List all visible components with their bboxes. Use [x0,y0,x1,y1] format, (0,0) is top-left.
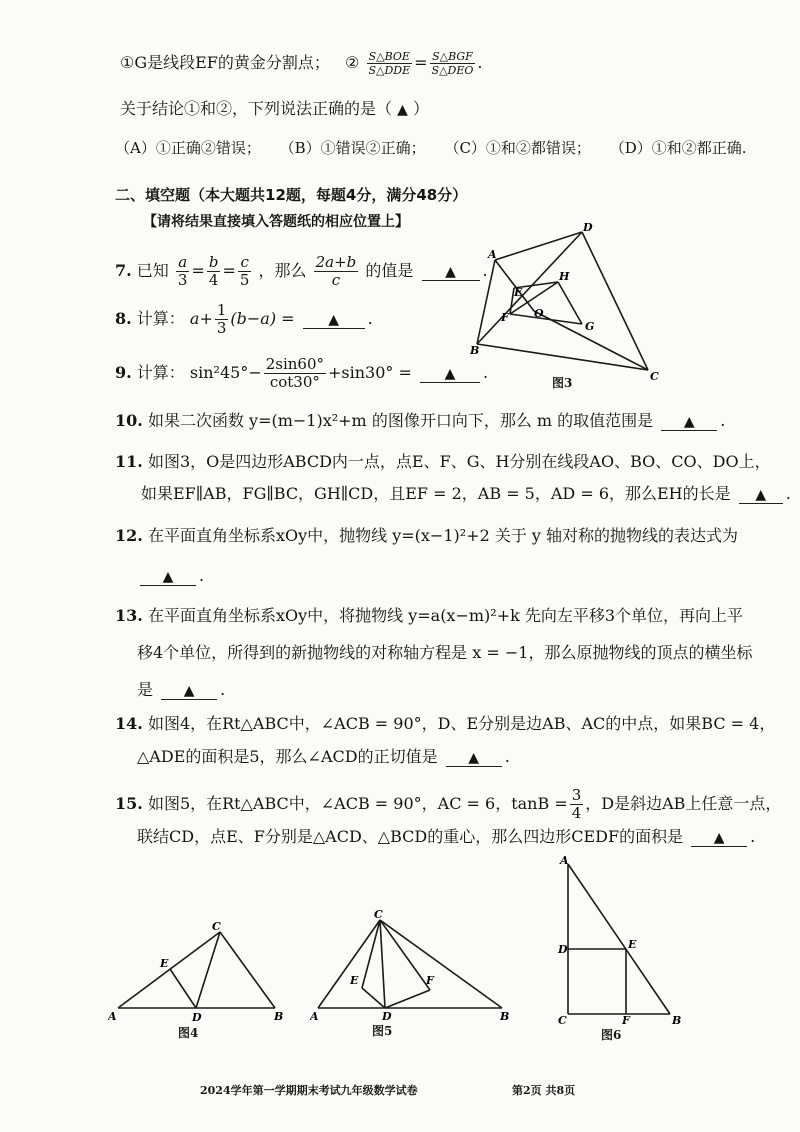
fig3-label-o: O [534,307,544,320]
question-8: 8. 计算： a+ $\frac{1}{3}$ (b−a) = ▲ . [115,301,373,337]
fig5-line-df [385,990,430,1008]
section-title: 二、填空题（本大题共12题，每题4分，满分48分） [115,186,468,204]
footer-page-number: 第2页 共8页 [512,1084,576,1097]
fig5-label-d: D [382,1010,392,1020]
answer-blank-12: ▲ [140,568,196,586]
conclusion-line: ①G是线段EF的黄金分割点； ② $\frac{\text{S△BOE}}{\text{S△DDE}}$ = $\frac{\text{S△BGF}}{\text{S△DEO}}$ . [120,50,483,77]
fig4-line-cd [196,932,220,1008]
fig5-label-c: C [374,908,383,921]
question-7: 7. 已知 $\frac{a}{3}$ = $\frac{b}{4}$ = $\frac{c}{5}$ ，那么 $\frac{2a+b}{c}$ 的值是 ▲ . [115,253,488,289]
fig6-caption: 图6 [601,1028,622,1042]
fig4-line-de [170,969,196,1008]
fig4-label-c: C [212,920,221,933]
conclusion-2-label: ② [345,53,360,72]
section-note: 【请将结果直接填入答题纸的相应位置上】 [143,214,409,230]
fig5-label-f: F [426,974,434,987]
option-a: （A）①正确②错误； [115,139,261,157]
fig5-caption: 图5 [372,1024,393,1038]
fig4-label-e: E [160,957,169,970]
fig3-label-h: H [559,270,570,283]
answer-triangle: ▲ [397,102,408,118]
fig3-label-b: B [470,344,480,357]
footer-title: 2024学年第一学期期末考试九年级数学试卷 [200,1084,418,1097]
question-14-line-1: 14. 如图4，在Rt△ABC中，∠ACB = 90°，D、E分别是边AB、AC的中点，如果BC = 4， [115,714,776,733]
answer-blank-11: ▲ [739,486,783,504]
figure-5 [310,908,510,1020]
fig6-edge-ab [568,864,670,1014]
fig4-edge-ac [118,932,220,1008]
question-13-line-1: 13. 在平面直角坐标系xOy中，将抛物线 y=a(x−m)²+k 先向左平移3个单位，再向上平 [115,606,744,625]
fig3-label-e: E [514,286,523,299]
figure-6 [548,852,684,1024]
question-9: 9. 计算： sin²45°− $\frac{2\sin 60^\circ}{\cot 30^\circ}$ +sin30° = ▲ . [115,355,489,391]
answer-blank-13: ▲ [161,682,217,700]
fig6-label-a: A [560,854,569,867]
question-13-line-2: 移4个单位，所得到的新抛物线的对称轴方程是 x = −1，那么原抛物线的顶点的横坐标 [137,643,753,662]
question-13-line-3: 是 ▲ . [137,680,226,699]
fig3-label-g: G [585,320,595,333]
fig4-label-d: D [192,1011,202,1024]
conclusion-1: ①G是线段EF的黄金分割点； [120,53,330,72]
fig3-line-gh [558,282,582,324]
fig3-label-d: D [583,222,593,234]
fig6-label-f: F [622,1014,630,1024]
question-line: 关于结论①和②，下列说法正确的是（ ▲ ） [120,99,429,118]
question-15-line-1: 15. 如图5，在Rt△ABC中，∠ACB = 90°，AC = 6，tanB = $\frac{3}{4}$ ，D是斜边AB上任意一点， [115,786,782,822]
answer-blank-9: ▲ [420,365,480,383]
question-11-line-2: 如果EF∥AB，FG∥BC，GH∥CD，且EF = 2，AB = 5，AD = 6，那么EH的长是 ▲ . [141,484,791,503]
fig3-edge-ba [477,260,495,344]
fig3-line-fg [510,314,582,324]
options-line [115,138,747,158]
fig3-label-c: C [650,370,659,383]
fig5-label-a: A [310,1010,319,1020]
fig6-label-c: C [558,1014,567,1024]
fig6-label-d: D [558,943,568,956]
fig5-edge-cb [380,920,502,1008]
answer-blank-7: ▲ [422,263,480,281]
answer-blank-8: ▲ [303,311,365,329]
fig3-caption: 图3 [552,376,573,390]
answer-blank-14: ▲ [446,749,502,767]
fig5-line-ce [362,920,380,988]
ratio-left: $\frac{\text{S△BOE}}{\text{S△DDE}}$ [368,50,411,77]
figure-4 [108,918,290,1026]
answer-blank-15: ▲ [691,829,747,847]
answer-blank-10: ▲ [661,413,717,431]
question-15-line-2: 联结CD，点E、F分别是△ACD、△BCD的重心，那么四边形CEDF的面积是 ▲ . [137,827,756,846]
question-11-line-1: 11. 如图3，O是四边形ABCD内一点，点E、F、G、H分别在线段AO、BO、CO、DO上， [115,452,771,471]
fig6-label-e: E [628,938,637,951]
fig3-label-f: F [501,311,509,324]
ratio-right: $\frac{\text{S△BGF}}{\text{S△DEO}}$ [431,50,474,77]
fig5-line-cd [380,920,385,1008]
option-b: （B）①错误②正确； [279,139,426,157]
fig4-edge-cb [220,932,275,1008]
fig5-label-b: B [500,1010,510,1020]
fig4-label-a: A [108,1010,117,1023]
fig5-line-cf [380,920,430,990]
question-12-line-1: 12. 在平面直角坐标系xOy中，抛物线 y=(x−1)²+2 关于 y 轴对称的抛物线的表达式为 [115,526,739,545]
fig3-edge-dc [582,232,648,370]
fig5-line-ed [362,988,385,1008]
question-14-line-2: △ADE的面积是5，那么∠ACD的正切值是 ▲ . [137,747,510,766]
fig5-label-e: E [350,974,359,987]
figure-3 [470,222,660,392]
option-d: （D）①和②都正确. [609,139,747,157]
fig4-label-b: B [274,1010,284,1023]
fig3-label-a: A [488,248,497,261]
fig6-label-b: B [672,1014,682,1024]
option-c: （C）①和②都错误； [444,139,591,157]
question-10: 10. 如果二次函数 y=(m−1)x²+m 的图像开口向下，那么 m 的取值范围是 ▲ . [115,411,726,430]
question-12-line-2: ▲ . [137,566,204,586]
fig4-caption: 图4 [178,1026,199,1040]
